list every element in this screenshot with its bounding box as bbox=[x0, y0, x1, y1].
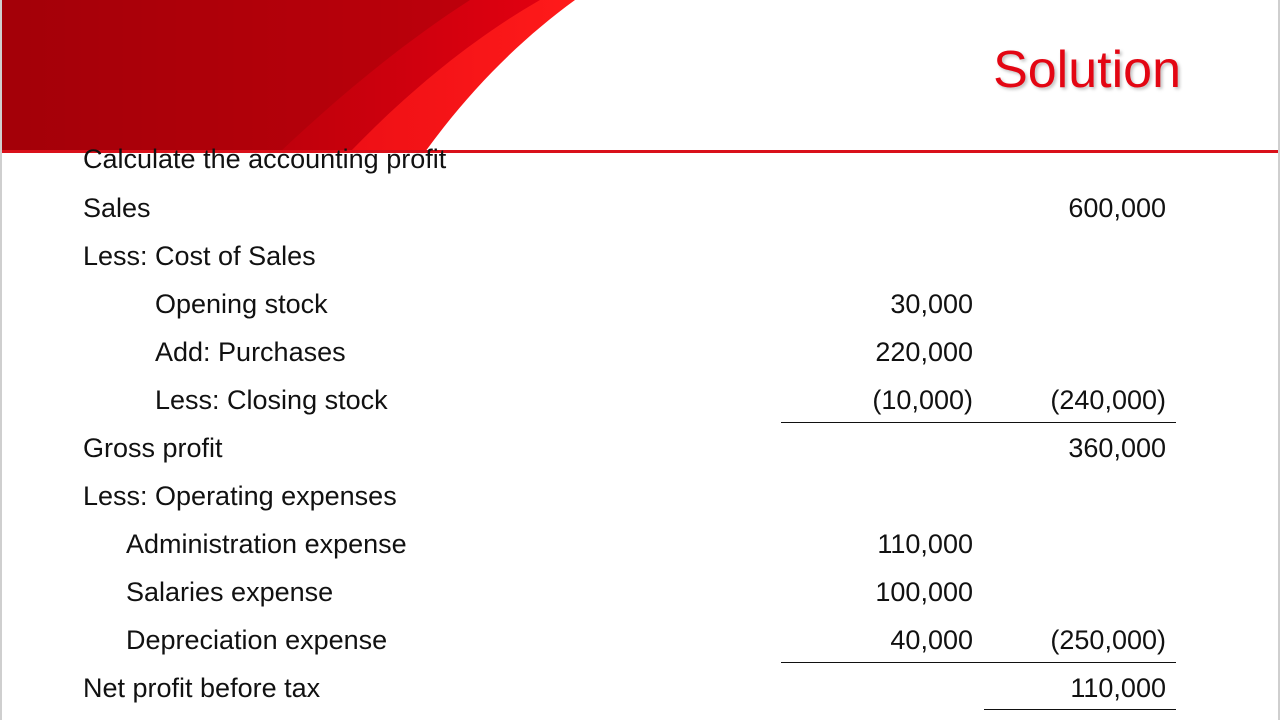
statement-row bbox=[0, 668, 1280, 708]
slide-subtitle: Calculate the accounting profit bbox=[83, 144, 447, 174]
row-col1-value: 110,000 bbox=[877, 529, 973, 559]
statement-row bbox=[0, 332, 1280, 372]
statement-row bbox=[0, 188, 1280, 228]
statement-row bbox=[0, 284, 1280, 324]
row-col2-value: (240,000) bbox=[1050, 385, 1166, 415]
row-col1-value: 40,000 bbox=[890, 625, 973, 655]
row-label: Depreciation expense bbox=[126, 625, 388, 655]
row-label: Less: Operating expenses bbox=[83, 481, 397, 511]
statement-row bbox=[0, 428, 1280, 468]
row-col1-value: (10,000) bbox=[872, 385, 973, 415]
row-col2-value: 600,000 bbox=[1068, 193, 1166, 223]
subtitle-row bbox=[0, 139, 1280, 179]
statement-row bbox=[0, 524, 1280, 564]
subtotal-underline bbox=[781, 662, 1176, 663]
row-col1-value: 220,000 bbox=[875, 337, 973, 367]
row-label: Add: Purchases bbox=[155, 337, 346, 367]
row-label: Sales bbox=[83, 193, 151, 223]
total-underline bbox=[984, 709, 1176, 710]
row-label: Administration expense bbox=[126, 529, 407, 559]
subtotal-underline bbox=[781, 422, 1176, 423]
row-label: Gross profit bbox=[83, 433, 223, 463]
statement-row bbox=[0, 476, 1280, 516]
row-col1-value: 30,000 bbox=[890, 289, 973, 319]
row-col2-value: 360,000 bbox=[1068, 433, 1166, 463]
row-label: Less: Cost of Sales bbox=[83, 241, 316, 271]
row-label: Opening stock bbox=[155, 289, 328, 319]
slide-title: Solution bbox=[993, 41, 1181, 99]
statement-row bbox=[0, 620, 1280, 660]
statement-row bbox=[0, 236, 1280, 276]
row-label: Salaries expense bbox=[126, 577, 334, 607]
row-col2-value: (250,000) bbox=[1050, 625, 1166, 655]
row-label: Net profit before tax bbox=[83, 673, 321, 703]
row-col1-value: 100,000 bbox=[875, 577, 973, 607]
statement-row bbox=[0, 572, 1280, 612]
slide-left-edge bbox=[0, 0, 2, 720]
row-label: Less: Closing stock bbox=[155, 385, 388, 415]
row-col2-value: 110,000 bbox=[1070, 673, 1166, 703]
statement-row bbox=[0, 380, 1280, 420]
